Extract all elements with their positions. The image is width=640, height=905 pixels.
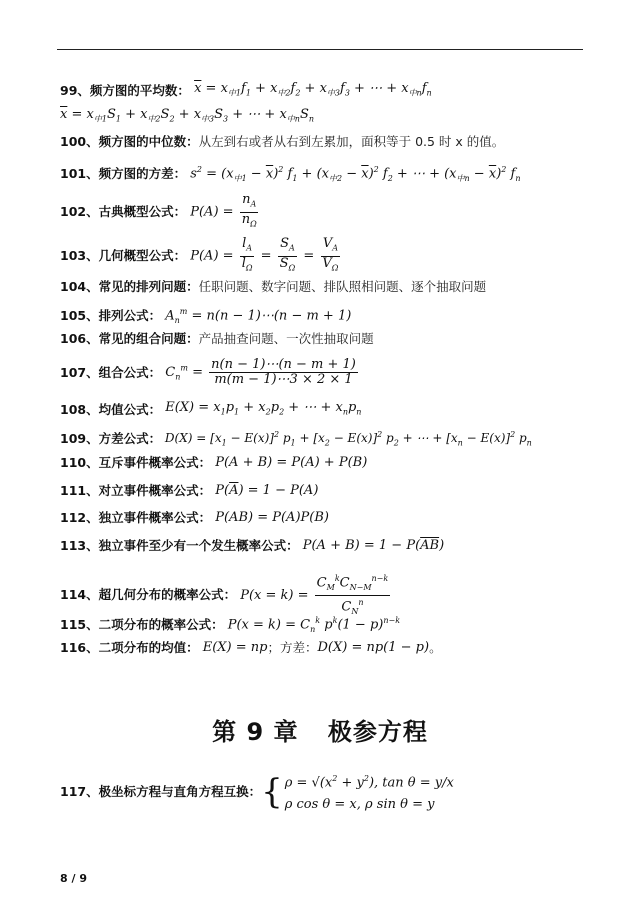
item-label: 古典概型公式： bbox=[98, 204, 187, 220]
item-number: 109、 bbox=[60, 431, 99, 447]
formula: D(X) = np(1 − p) bbox=[317, 640, 430, 655]
formula: $P(\overline{A}) = 1 - P(A)$ bbox=[211, 483, 319, 498]
item-number: 103、 bbox=[60, 248, 99, 264]
item-number: 113、 bbox=[60, 538, 99, 553]
item-108 bbox=[60, 399, 361, 422]
item-109 bbox=[60, 426, 532, 452]
item-label: 频方图的方差： bbox=[98, 166, 187, 182]
chapter-title: 极参方程 bbox=[327, 718, 428, 746]
item-115 bbox=[60, 612, 400, 639]
item-102 bbox=[60, 193, 261, 231]
item-105 bbox=[60, 303, 351, 330]
item-label: 独立事件至少有一个发生概率公式： bbox=[98, 538, 299, 553]
item-label: 频方图的中位数： bbox=[98, 134, 199, 149]
chapter-number: 第 9 章 bbox=[212, 718, 299, 746]
item-number: 108、 bbox=[60, 402, 99, 418]
item-99 bbox=[60, 80, 432, 103]
item-number: 102、 bbox=[60, 204, 99, 220]
item-number: 110、 bbox=[60, 455, 99, 470]
item-101 bbox=[60, 161, 520, 188]
item-number: 106、 bbox=[60, 331, 99, 346]
item-label: 互斥事件概率公式： bbox=[98, 455, 212, 470]
item-number: 104、 bbox=[60, 279, 99, 294]
formula: P(AB) = P(A)P(B) bbox=[211, 510, 329, 525]
item-number: 107、 bbox=[60, 364, 99, 380]
item-116 bbox=[60, 639, 442, 657]
item-110 bbox=[60, 454, 367, 472]
item-number: 117、 bbox=[60, 784, 99, 800]
chapter-heading bbox=[0, 712, 640, 747]
item-label: 独立事件概率公式： bbox=[98, 510, 212, 525]
formula: $P(A + B) = 1 - P(\overline{AB})$ bbox=[298, 538, 445, 553]
item-label: 二项分布的均值： bbox=[98, 640, 199, 655]
item-label: 对立事件概率公式： bbox=[98, 483, 212, 498]
item-label: 组合公式： bbox=[98, 364, 162, 380]
header-rule bbox=[57, 49, 583, 50]
item-111 bbox=[60, 482, 318, 500]
item-label: 二项分布的概率公式： bbox=[98, 617, 224, 633]
page-number: 8 / 9 bbox=[60, 872, 87, 885]
item-117 bbox=[60, 768, 454, 816]
item-label: 极坐标方程与直角方程互换： bbox=[98, 784, 262, 800]
item-text: 产品抽查问题、一次性抽取问题 bbox=[198, 331, 374, 346]
item-label: 均值公式： bbox=[98, 402, 162, 418]
item-number: 114、 bbox=[60, 587, 99, 603]
item-label: 常见的组合问题： bbox=[98, 331, 199, 346]
formula: $C_n^m$ = $\frac{n(n - 1)\cdots(n - m + 1)}{m(m - 1)\cdots 3 \times 2 \times 1}$ bbox=[161, 357, 356, 387]
item-number: 100、 bbox=[60, 134, 99, 149]
item-text: 从左到右或者从右到左累加，面积等于 0.5 时 x 的值。 bbox=[198, 134, 505, 149]
formula: $A_n^m = n(n$ − 1)⋯(n − m + 1) bbox=[161, 307, 352, 325]
item-number: 99、 bbox=[60, 83, 90, 99]
item-number: 112、 bbox=[60, 510, 99, 525]
item-107 bbox=[60, 358, 360, 387]
system-brace: { bbox=[261, 772, 283, 813]
item-label: 超几何分布的概率公式： bbox=[98, 587, 237, 603]
item-text: ；方差： bbox=[267, 640, 318, 655]
item-number: 105、 bbox=[60, 308, 99, 324]
item-number: 111、 bbox=[60, 483, 99, 498]
item-label: 频方图的平均数： bbox=[89, 83, 190, 99]
item-text: 任职问题、数字问题、排队照相问题、逐个抽取问题 bbox=[198, 279, 487, 294]
formula: $\overline{x} = x_{中1}S_1 + x_{中2}S_2 + x_{中3}S_3$ + ⋯ + $x_{中n}S_n$ bbox=[60, 107, 314, 124]
item-label: 常见的排列问题： bbox=[98, 279, 199, 294]
formula: P(A) = $\frac{l_A}{l_\Omega}$ = $\frac{S_A}{S_\Omega}$ = $\frac{V_A}{V_\Omega}$ bbox=[186, 236, 339, 273]
item-number: 101、 bbox=[60, 166, 99, 182]
formula: $D(X) = [x_1 - E(x)]^2$ $p_1 + [x_2 - E(x)]^2$ $p_2$ + ⋯ + $[x_n - E(x)]^2$ $p_n$ bbox=[161, 430, 532, 448]
formula-system: $\rho = √(x^2 + y^2)$, tan θ = y/x ρ cos θ = x, ρ sin θ = y bbox=[284, 774, 454, 813]
formula: $s^2 = (x_{中1} - \overline{x})^2$ $f_1 + (x_{中2} - \overline{x})^2$ $f_2$ + ⋯ + $(x_{中n} - \overline{x})^2$ $f_n$ bbox=[186, 165, 521, 183]
formula: P(x = k) = $\frac{C_M^kC_{N-M}^{n-k}}{C_N^n}$ bbox=[236, 574, 389, 616]
item-number: 115、 bbox=[60, 617, 99, 633]
item-label: 排列公式： bbox=[98, 308, 162, 324]
item-99-formula-2 bbox=[60, 106, 314, 129]
item-106 bbox=[60, 330, 374, 348]
formula: E(X) = np bbox=[198, 640, 268, 655]
item-number: 116、 bbox=[60, 640, 99, 655]
formula: $\overline{x} = x_{中1}f_1 + x_{中2}f_2 + x_{中3}f_3$ + ⋯ + $x_{中n}f_n$ bbox=[194, 81, 432, 98]
item-104 bbox=[60, 278, 486, 296]
formula: P(A) = $\frac{n_A}{n_\Omega}$ bbox=[186, 192, 257, 229]
item-112 bbox=[60, 509, 329, 527]
formula: $E(X) = x_1p_1 + x_2p_2$ + ⋯ + $x_np_n$ bbox=[161, 400, 362, 417]
item-suffix: 。 bbox=[429, 640, 442, 655]
formula: P(A + B) = P(A) + P(B) bbox=[211, 455, 368, 470]
formula: $P(x = k) = C_n^k$ $p^k(1 - p)^{n-k}$ bbox=[223, 616, 401, 634]
item-label: 方差公式： bbox=[98, 431, 162, 447]
item-100 bbox=[60, 133, 504, 151]
item-label: 几何概型公式： bbox=[98, 248, 187, 264]
item-113 bbox=[60, 537, 444, 555]
item-103 bbox=[60, 237, 342, 275]
